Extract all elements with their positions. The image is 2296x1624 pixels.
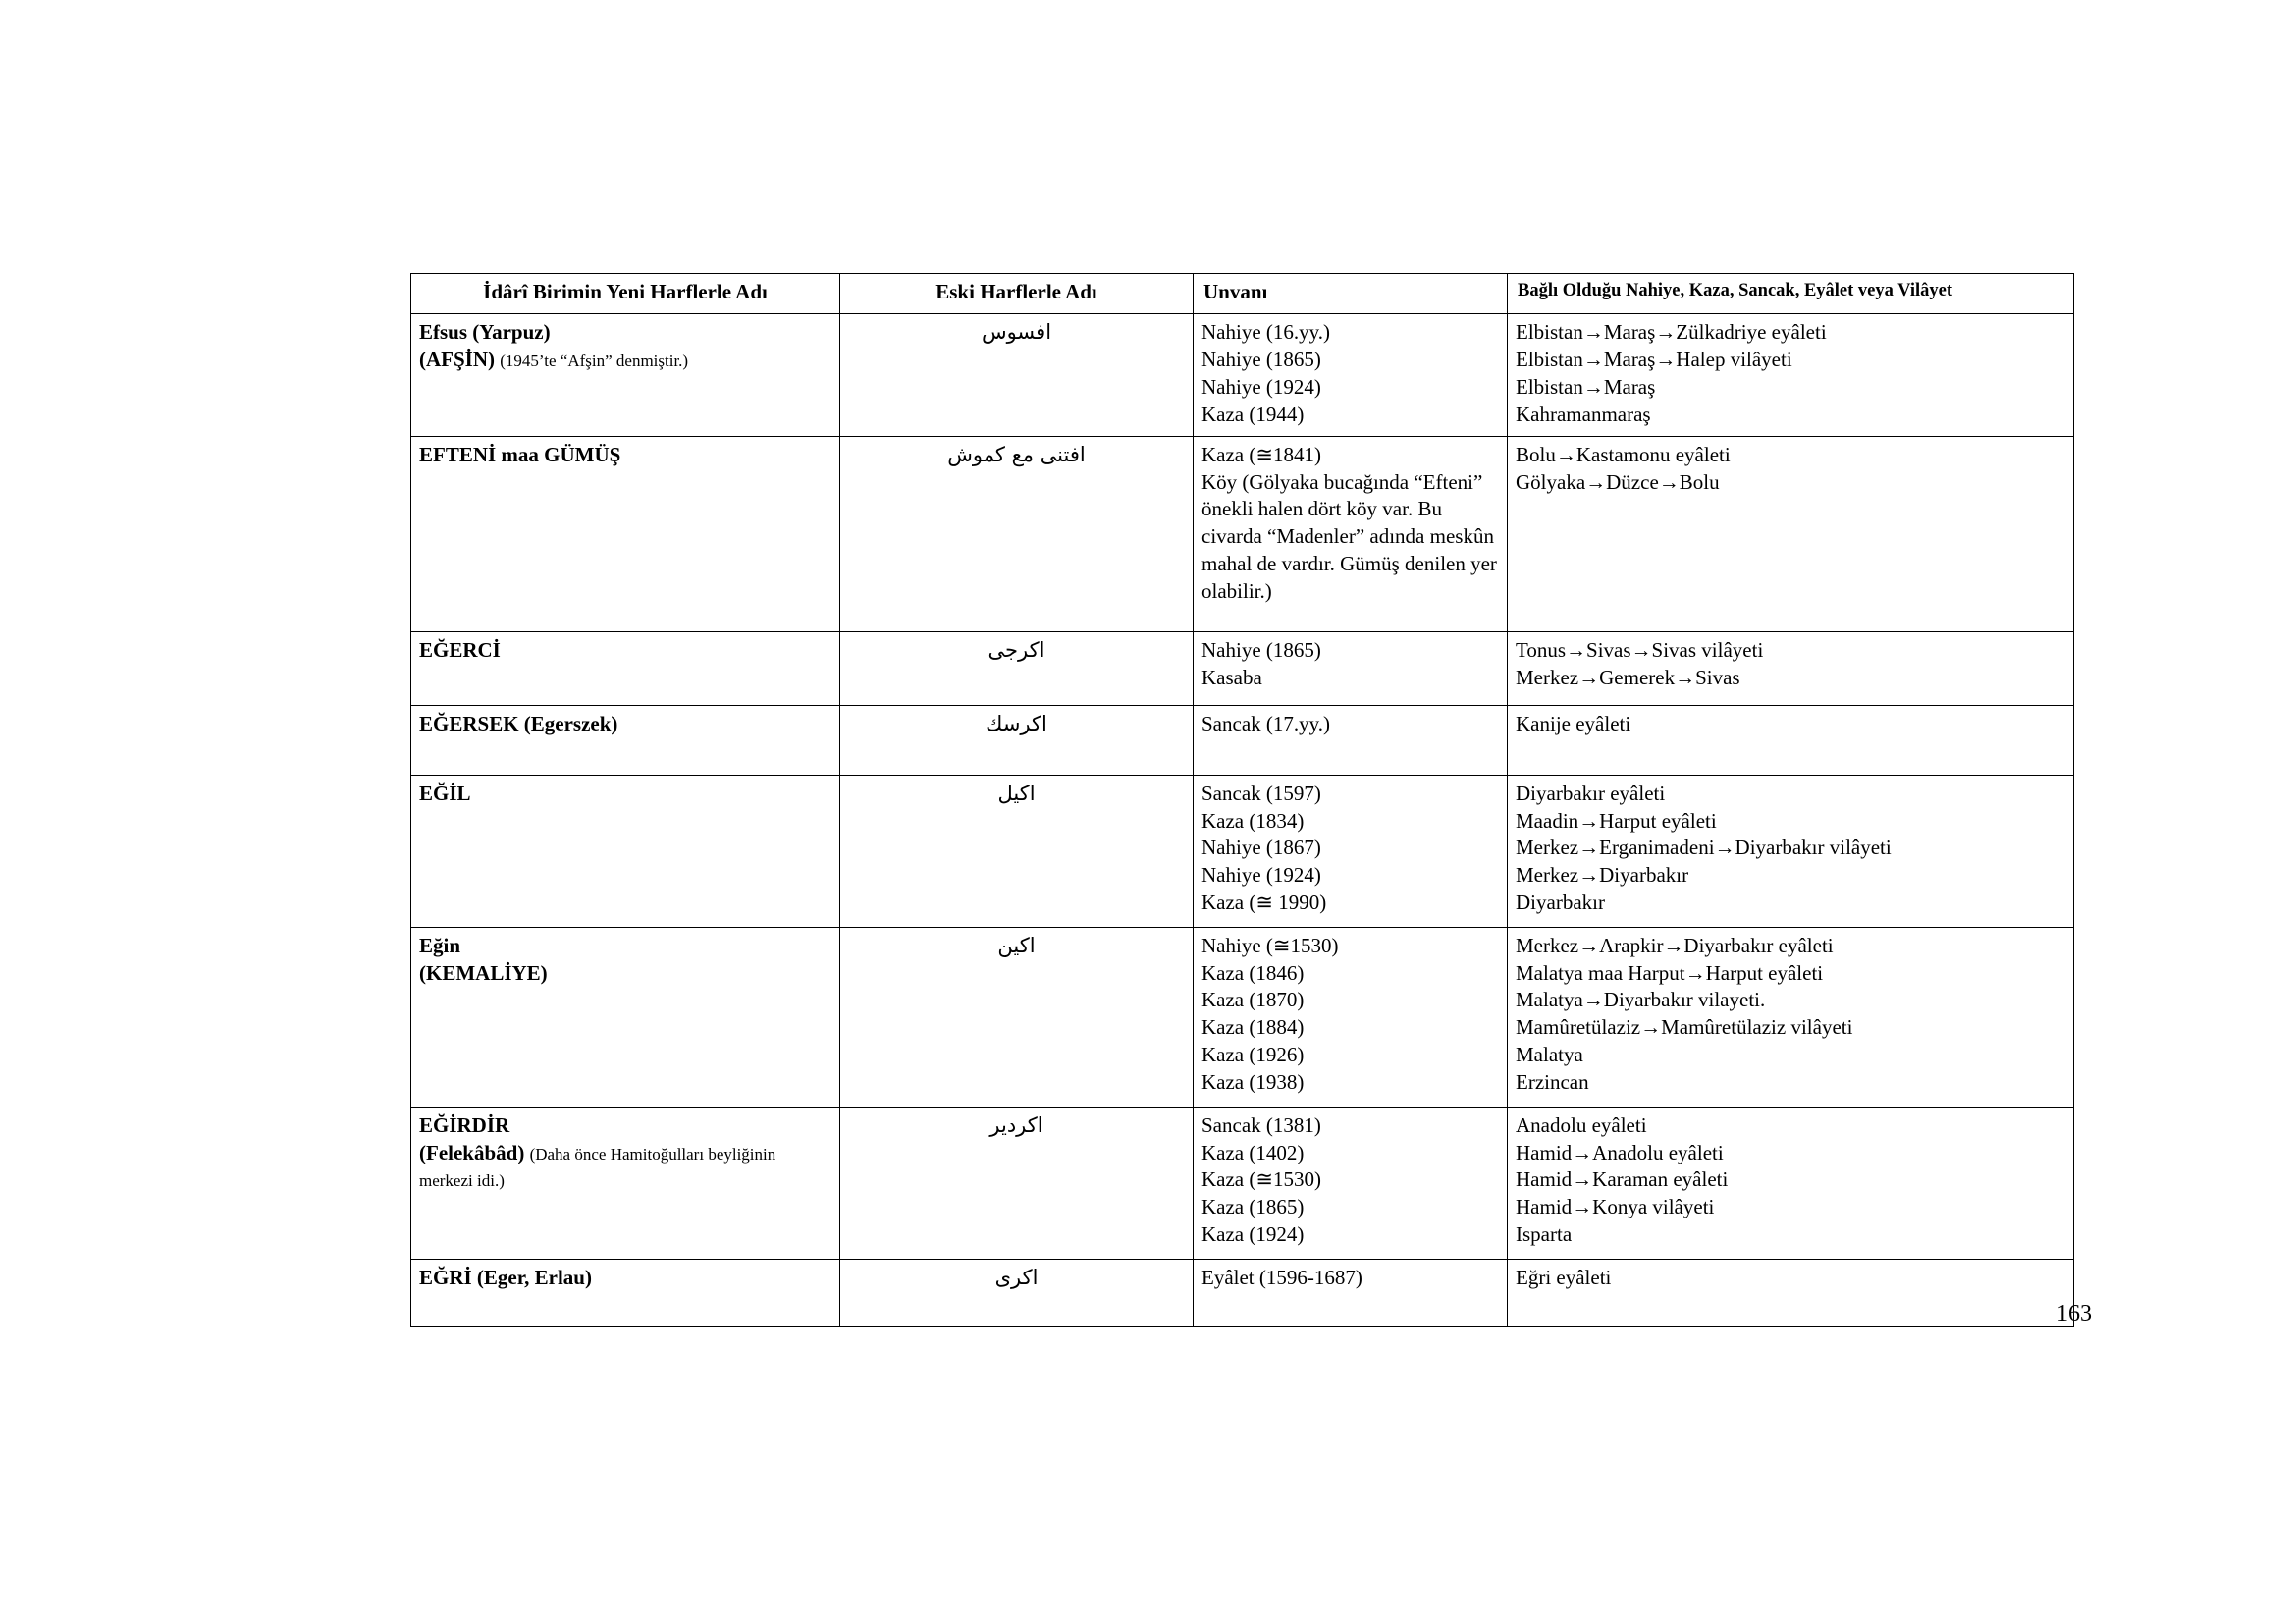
column-header-new-name: İdârî Birimin Yeni Harflerle Adı	[411, 274, 840, 314]
affiliation-line: Elbistan→Maraş→Zülkadriye eyâleti	[1516, 319, 1827, 344]
affiliation-line: Maadin→Harput eyâleti	[1516, 808, 1717, 833]
affiliation-line: Merkez→Arapkir→Diyarbakır eyâleti	[1516, 933, 1834, 957]
title-line: Sancak (1381)	[1201, 1112, 1321, 1137]
page-number: 163	[2056, 1301, 2092, 1326]
cell-title	[1194, 927, 1508, 1107]
cell-title	[1194, 1107, 1508, 1259]
unit-name-line2: (AFŞİN)	[419, 347, 495, 371]
table-row	[411, 436, 2074, 631]
cell-title	[1194, 631, 1508, 705]
title-line: Kaza (1924)	[1201, 1222, 1305, 1247]
affiliation-line: Isparta	[1516, 1222, 1573, 1247]
cell-old-name: اكرجى	[840, 631, 1194, 705]
title-line: Kaza (1938)	[1201, 1070, 1305, 1095]
title-line: Kaza (1944)	[1201, 402, 1305, 426]
cell-old-name: اكرى	[840, 1259, 1194, 1326]
cell-title	[1194, 313, 1508, 436]
affiliation-line: Malatya→Diyarbakır vilayeti.	[1516, 988, 1766, 1012]
affiliation-line: Anadolu eyâleti	[1516, 1112, 1647, 1137]
table-row	[411, 313, 2074, 436]
affiliation-line: Malatya	[1516, 1043, 1583, 1067]
administrative-units-table	[410, 273, 2074, 1327]
table-row	[411, 1259, 2074, 1326]
unit-name-line1: Eğin	[419, 933, 461, 957]
affiliation-line: Diyarbakır	[1516, 891, 1605, 915]
title-line: Nahiye (1924)	[1201, 374, 1321, 399]
cell-new-name	[411, 705, 840, 775]
affiliation-line: Hamid→Anadolu eyâleti	[1516, 1140, 1724, 1164]
unit-name-line1: EĞRİ (Eger, Erlau)	[419, 1265, 592, 1289]
title-line: Nahiye (1924)	[1201, 863, 1321, 888]
cell-affiliation	[1508, 1107, 2074, 1259]
affiliation-line: Erzincan	[1516, 1070, 1589, 1095]
affiliation-line: Malatya maa Harput→Harput eyâleti	[1516, 960, 1824, 985]
title-line: Nahiye (16.yy.)	[1201, 319, 1331, 344]
cell-new-name	[411, 1259, 840, 1326]
unit-name-line1: Efsus (Yarpuz)	[419, 319, 551, 344]
title-line: Kaza (1402)	[1201, 1140, 1305, 1164]
title-line: Nahiye (≅1530)	[1201, 933, 1339, 957]
title-line: Nahiye (1867)	[1201, 836, 1321, 860]
unit-name-line2: (Felekâbâd)	[419, 1140, 525, 1164]
cell-affiliation	[1508, 775, 2074, 927]
unit-name-note: (1945’te “Afşin” denmiştir.)	[500, 351, 689, 370]
unit-name-line1: EFTENİ maa GÜMÜŞ	[419, 442, 621, 466]
cell-affiliation	[1508, 631, 2074, 705]
title-line: Sancak (17.yy.)	[1201, 711, 1331, 735]
cell-title	[1194, 705, 1508, 775]
table-header-row	[411, 274, 2074, 314]
cell-old-name: اكيل	[840, 775, 1194, 927]
cell-new-name	[411, 631, 840, 705]
cell-title	[1194, 775, 1508, 927]
affiliation-line: Gölyaka→Düzce→Bolu	[1516, 469, 1720, 494]
administrative-units-table-container	[410, 273, 2073, 1327]
title-line: Kaza (1870)	[1201, 988, 1305, 1012]
cell-new-name	[411, 927, 840, 1107]
title-line: Nahiye (1865)	[1201, 347, 1321, 371]
affiliation-line: Kanije eyâleti	[1516, 711, 1631, 735]
title-line: Sancak (1597)	[1201, 781, 1321, 805]
cell-title	[1194, 1259, 1508, 1326]
affiliation-line: Merkez→Diyarbakır	[1516, 863, 1689, 888]
affiliation-line: Elbistan→Maraş→Halep vilâyeti	[1516, 347, 1792, 371]
title-line: Kaza (≅ 1990)	[1201, 891, 1327, 915]
cell-old-name: افتنى مع كموش	[840, 436, 1194, 631]
cell-affiliation	[1508, 705, 2074, 775]
affiliation-line: Bolu→Kastamonu eyâleti	[1516, 442, 1731, 466]
title-line: Kaza (1884)	[1201, 1015, 1305, 1040]
affiliation-line: Merkez→Gemerek→Sivas	[1516, 665, 1740, 689]
title-line: Kaza (≅1841)	[1201, 442, 1321, 466]
table-body	[411, 313, 2074, 1326]
title-line: Kaza (1846)	[1201, 960, 1305, 985]
cell-old-name: اكرسك	[840, 705, 1194, 775]
affiliation-line: Eğri eyâleti	[1516, 1265, 1612, 1289]
title-line: Kaza (≅1530)	[1201, 1167, 1321, 1192]
unit-name-line1: EĞİRDİR	[419, 1112, 510, 1137]
cell-old-name: اكردير	[840, 1107, 1194, 1259]
affiliation-line: Kahramanmaraş	[1516, 402, 1651, 426]
column-header-title: Unvanı	[1194, 274, 1508, 314]
affiliation-line: Hamid→Karaman eyâleti	[1516, 1167, 1729, 1192]
table-header	[411, 274, 2074, 314]
cell-new-name	[411, 775, 840, 927]
cell-new-name	[411, 313, 840, 436]
title-line: Kaza (1926)	[1201, 1043, 1305, 1067]
cell-title	[1194, 436, 1508, 631]
affiliation-line: Tonus→Sivas→Sivas vilâyeti	[1516, 637, 1764, 662]
column-header-affiliation: Bağlı Olduğu Nahiye, Kaza, Sancak, Eyâlet veya Vilâyet	[1508, 274, 2074, 314]
unit-name-line1: EĞERSEK (Egerszek)	[419, 711, 618, 735]
unit-name-note: (Daha önce Hamitoğulları beyliğinin merkezi idi.)	[419, 1144, 776, 1191]
affiliation-line: Merkez→Erganimadeni→Diyarbakır vilâyeti	[1516, 836, 1892, 860]
unit-name-line1: EĞERCİ	[419, 637, 501, 662]
table-row	[411, 775, 2074, 927]
title-line: Nahiye (1865)	[1201, 637, 1321, 662]
unit-name-line2: (KEMALİYE)	[419, 960, 548, 985]
title-line: Kaza (1865)	[1201, 1195, 1305, 1219]
cell-new-name	[411, 1107, 840, 1259]
table-row	[411, 927, 2074, 1107]
cell-affiliation	[1508, 927, 2074, 1107]
title-line: Kaza (1834)	[1201, 808, 1305, 833]
table-row	[411, 705, 2074, 775]
cell-new-name	[411, 436, 840, 631]
title-line: Köy (Gölyaka bucağında “Efteni” önekli halen dört köy var. Bu civarda “Madenler” adında meskûn mahal de vardır. Gümüş denilen yer olabilir.)	[1201, 469, 1497, 604]
table-row	[411, 1107, 2074, 1259]
column-header-old-name: Eski Harflerle Adı	[840, 274, 1194, 314]
cell-affiliation	[1508, 313, 2074, 436]
cell-old-name: اكين	[840, 927, 1194, 1107]
cell-old-name: افسوس	[840, 313, 1194, 436]
affiliation-line: Mamûretülaziz→Mamûretülaziz vilâyeti	[1516, 1015, 1853, 1040]
affiliation-line: Elbistan→Maraş	[1516, 374, 1656, 399]
affiliation-line: Hamid→Konya vilâyeti	[1516, 1195, 1715, 1219]
cell-affiliation	[1508, 436, 2074, 631]
table-row	[411, 631, 2074, 705]
cell-affiliation	[1508, 1259, 2074, 1326]
title-line: Eyâlet (1596-1687)	[1201, 1265, 1362, 1289]
title-line: Kasaba	[1201, 665, 1262, 689]
affiliation-line: Diyarbakır eyâleti	[1516, 781, 1666, 805]
unit-name-line1: EĞİL	[419, 781, 471, 805]
